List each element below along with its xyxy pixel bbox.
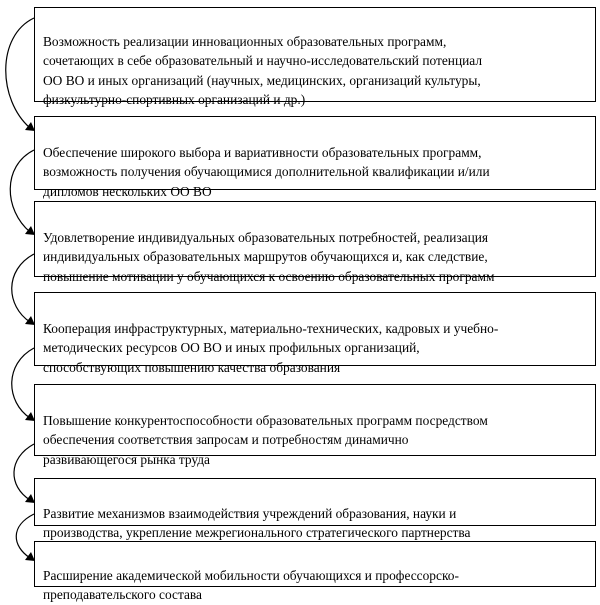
arrow-6-to-7 [16, 514, 35, 561]
flow-box-3 [34, 201, 596, 284]
flow-box-6-text: Развитие механизмов взаимодействия учреждений образования, науки и производства, укрепление межрегионального стратегического партнерства [43, 505, 471, 540]
flow-box-5 [34, 384, 596, 467]
flow-box-2-text: Обеспечение широкого выбора и вариативности образовательных программ, возможность получения обучающимися дополнительной квалификации и/или дипломов нескольких ОО ВО [43, 144, 490, 199]
flow-box-3-text: Удовлетворение индивидуальных образовательных потребностей, реализация индивидуальных образовательных маршрутов обучающихся и, как следствие, повышение мотивации у обучающихся к освоению образовательных программ [43, 229, 495, 284]
flow-box-1 [34, 7, 596, 107]
flow-box-4-text: Кооперация инфраструктурных, материально-технических, кадровых и учебно- методических ресурсов ОО ВО и иных профильных организаций, способствующих повышению качества образования [43, 320, 499, 375]
arrow-1-to-2 [6, 18, 35, 131]
flow-box-6 [34, 478, 596, 540]
arrow-3-to-4 [12, 254, 35, 325]
flow-box-5-text: Повышение конкурентоспособности образовательных программ посредством обеспечения соответствия запросам и потребностям динамично развивающегося рынка труда [43, 412, 488, 467]
arrow-2-to-3 [10, 150, 35, 235]
flow-box-4 [34, 292, 596, 375]
flow-box-7-text: Расширение академической мобильности обучающихся и профессорско- преподавательского состава [43, 567, 459, 602]
arrow-5-to-6 [14, 444, 35, 503]
arrow-4-to-5 [12, 348, 35, 421]
flow-box-1-text: Возможность реализации инновационных образовательных программ, сочетающих в себе образовательный и научно-исследовательский потенциал ОО ВО и иных организаций (научных, медицинских, организаций культуры, физкультурно-спортивных организаций и др.) [43, 33, 483, 107]
flow-box-7 [34, 541, 596, 602]
flow-box-2 [34, 116, 596, 199]
